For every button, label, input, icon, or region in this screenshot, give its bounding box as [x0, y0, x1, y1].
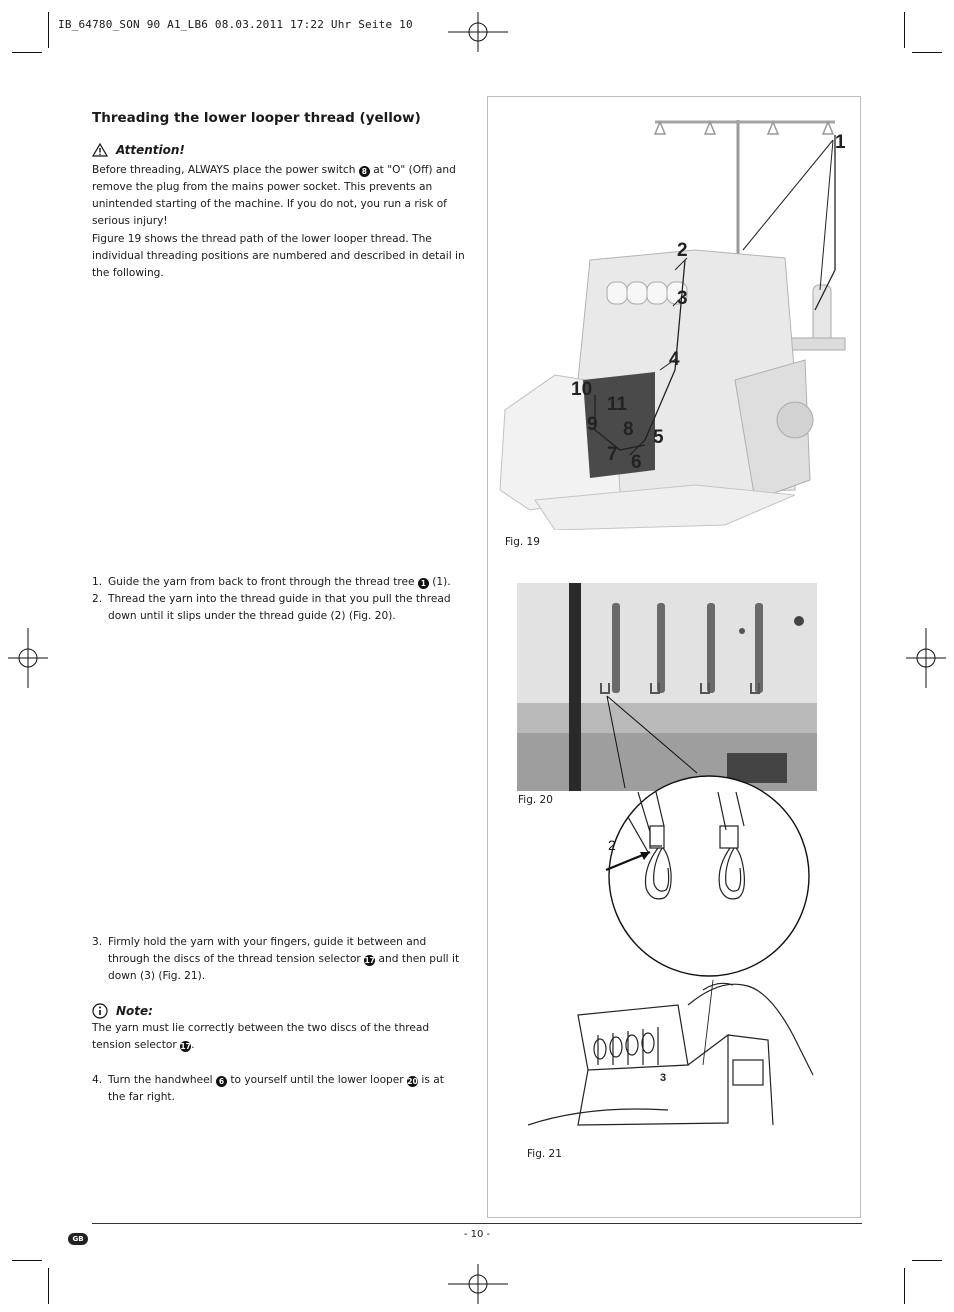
steps-list-a [92, 574, 462, 625]
step-item: 2. Thread the yarn into the thread guide in that you pull the thread down until it slips under the thread guide (2) (Fig. 20). [92, 593, 451, 622]
step-item: 1. Guide the yarn from back to front through the thread tree 1 (1). [92, 576, 451, 588]
note-heading [92, 1003, 153, 1019]
page-number: - 10 - [463, 1229, 491, 1240]
fig19-label-11: 11 [607, 394, 628, 415]
intro-paragraph: Figure 19 shows the thread path of the lower looper thread. The individual threading positions are numbered and described in detail in the following. [92, 233, 465, 279]
step-item: 4. Turn the handwheel 6 to yourself until the lower looper 20 is at the far right. [92, 1074, 444, 1103]
crop-mark [12, 1260, 42, 1261]
info-icon [92, 1003, 108, 1019]
fig19-label-8: 8 [623, 419, 634, 440]
fig19-label-2: 2 [677, 240, 688, 261]
fig19-label-7: 7 [607, 444, 618, 465]
fig19-label-5: 5 [653, 427, 664, 448]
fig19-label-4: 4 [669, 349, 680, 370]
registration-mark-top [448, 10, 508, 54]
crop-mark [12, 52, 42, 53]
fig19-label-3: 3 [677, 288, 688, 309]
power-switch-number-badge: 8 [359, 166, 370, 177]
note-label: Note: [116, 1004, 153, 1018]
figure-19-caption: Fig. 19 [505, 536, 540, 548]
crop-mark [912, 52, 942, 53]
figure-20-magnifier [598, 772, 820, 984]
registration-mark-left [4, 626, 48, 690]
steps-list-c [92, 1072, 462, 1106]
attention-heading [92, 143, 185, 157]
print-slug: IB_64780_SON 90 A1_LB6 08.03.2011 17:22 Uhr Seite 10 [58, 18, 413, 31]
warning-triangle-icon [92, 143, 108, 157]
figure-21-caption: Fig. 21 [527, 1148, 562, 1160]
crop-mark [912, 1260, 942, 1261]
fig19-label-1: 1 [835, 132, 846, 153]
thread-tree-number-badge: 1 [418, 578, 429, 589]
footer-rule [92, 1223, 862, 1224]
step-item: 3. Firmly hold the yarn with your fingers, guide it between and through the discs of the thread tension selector 17 and then pull it down (3) (Fig. 21). [92, 936, 460, 982]
fig20-callout-label: 2 [608, 837, 616, 853]
attention-label: Attention! [116, 143, 185, 157]
fig19-label-10: 10 [571, 379, 593, 400]
handwheel-number-badge: 6 [216, 1076, 227, 1087]
registration-mark-bottom [448, 1262, 508, 1306]
registration-mark-right [906, 626, 950, 690]
crop-mark [904, 12, 905, 48]
figure-20-caption: Fig. 20 [518, 794, 553, 806]
figure-21-illustration [528, 975, 818, 1143]
attention-text: Before threading, ALWAYS place the power switch 8 at "O" (Off) and remove the plug from the mains power socket. This prevents an unintended starting of the machine. If you do not, you run a risk of serious injury! [92, 164, 456, 227]
language-badge: GB [68, 1233, 88, 1245]
crop-mark [904, 1268, 905, 1304]
figure-19-illustration [495, 110, 855, 530]
section-title: Threading the lower looper thread (yellow) [92, 110, 421, 126]
fig19-label-6: 6 [631, 452, 642, 473]
crop-mark [48, 1268, 49, 1304]
crop-mark [48, 12, 49, 48]
tension-selector-number-badge: 17 [364, 956, 375, 965]
note-text: The yarn must lie correctly between the two discs of the thread tension selector 17. [92, 1022, 430, 1051]
fig19-label-9: 9 [587, 414, 598, 435]
figure-20-photo [517, 583, 817, 791]
looper-number-badge: 20 [407, 1077, 418, 1086]
tension-selector-number-badge: 17 [180, 1042, 191, 1051]
steps-list-b [92, 934, 462, 985]
fig21-label-3: 3 [660, 1072, 667, 1084]
